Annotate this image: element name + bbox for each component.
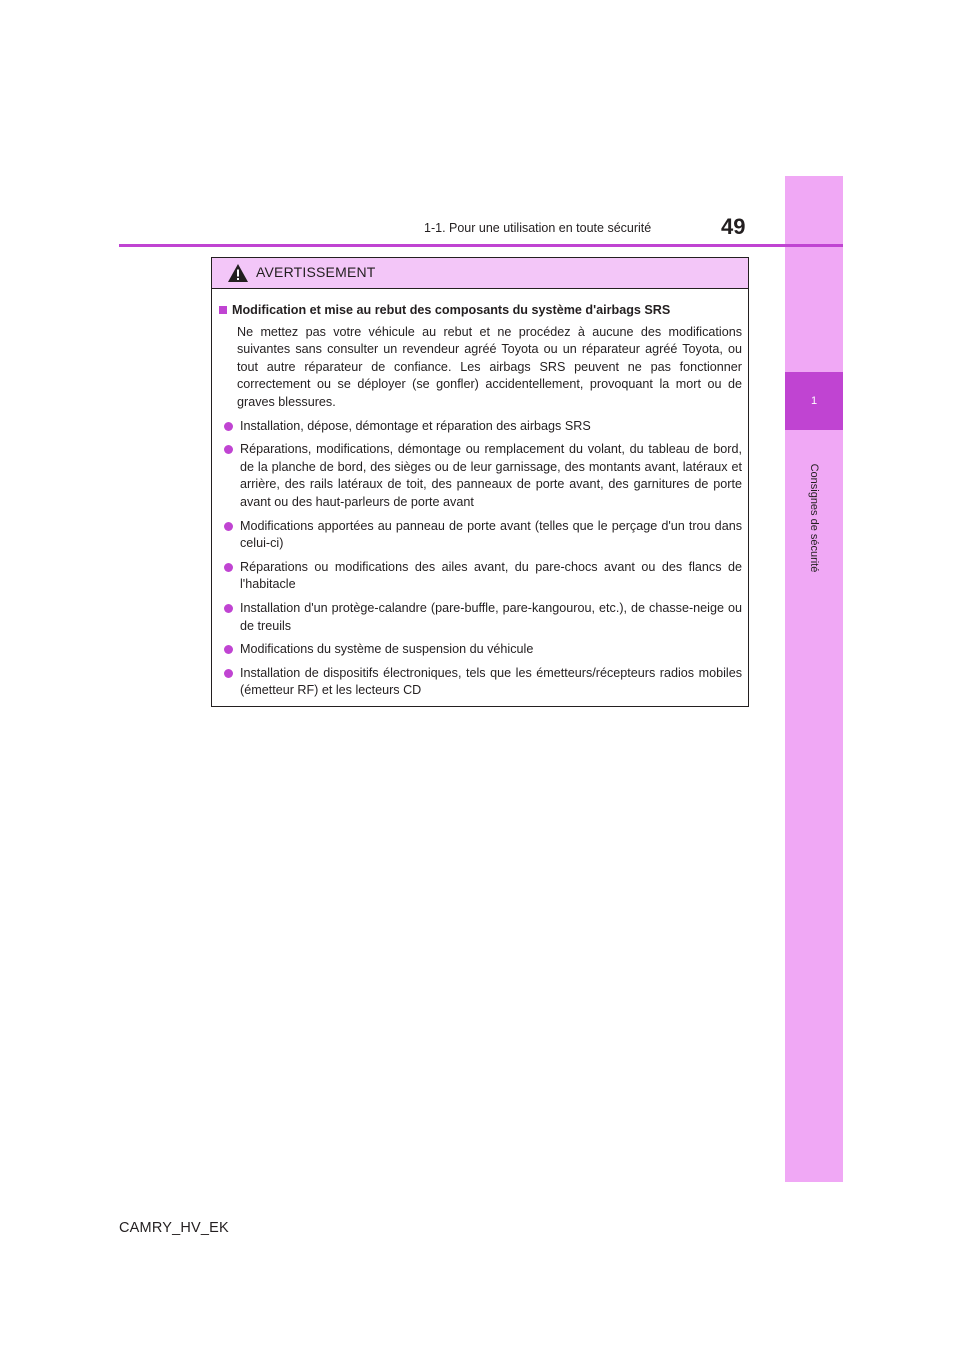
bullet-dot-icon xyxy=(224,445,233,454)
list-item-text: Modifications du système de suspension du véhicule xyxy=(240,642,534,657)
bullet-dot-icon xyxy=(224,422,233,431)
bullet-dot-icon xyxy=(224,563,233,572)
warning-subheading-text: Modification et mise au rebut des composants du système d'airbags SRS xyxy=(232,303,671,317)
warning-subheading xyxy=(218,302,742,320)
warning-header xyxy=(212,258,748,289)
warning-body xyxy=(212,289,748,700)
list-item-text: Installation, dépose, démontage et réparation des airbags SRS xyxy=(240,418,591,433)
list-item-text: Modifications apportées au panneau de porte avant (telles que le perçage d'un trou dans celui-ci) xyxy=(240,518,742,551)
list-item-text: Installation de dispositifs électroniques, tels que les émetteurs/récepteurs radios mobiles (émetteur RF) et les lecteurs CD xyxy=(240,665,742,698)
bullet-dot-icon xyxy=(224,669,233,678)
warning-box xyxy=(211,257,749,707)
list-item xyxy=(218,641,742,659)
side-tab xyxy=(785,176,843,1182)
section-title: 1-1. Pour une utilisation en toute sécurité xyxy=(424,221,652,235)
chapter-number-tab[interactable]: 1 xyxy=(785,372,843,430)
list-item-text: Réparations ou modifications des ailes avant, du pare-chocs avant ou des flancs de l'habitacle xyxy=(240,559,742,592)
bullet-dot-icon xyxy=(224,604,233,613)
list-item xyxy=(218,441,742,511)
bullet-dot-icon xyxy=(224,522,233,531)
list-item xyxy=(218,418,742,436)
warning-title: AVERTISSEMENT xyxy=(256,264,376,280)
square-bullet-icon xyxy=(219,306,227,314)
warning-intro: Ne mettez pas votre véhicule au rebut et ne procédez à aucune des modifications suivantes sans consulter un revendeur agréé Toyota ou un réparateur agréé Toyota, ou tout autre réparateur de confiance. Les airbags SRS peuvent ne pas fonctionner correctement ou se déployer (se gonfler) accidentellement, provoquant la mort ou de graves blessures. xyxy=(237,324,742,409)
list-item xyxy=(218,600,742,635)
list-item-text: Réparations, modifications, démontage ou remplacement du volant, du tableau de bord, de la planche de bord, des sièges ou de leur garnissage, des montants avant, latéraux et arrière, des rails latéraux de toit, des panneaux de porte avant, des garnitures de porte avant ou des haut-parleurs de porte avant xyxy=(240,442,742,509)
list-item xyxy=(218,518,742,553)
warning-triangle-icon xyxy=(227,263,249,283)
bullet-dot-icon xyxy=(224,645,233,654)
page-number: 49 xyxy=(721,214,746,239)
document-code: CAMRY_HV_EK xyxy=(119,1220,229,1236)
list-item-text: Installation d'un protège-calandre (pare-buffle, pare-kangourou, etc.), de chasse-neige ou de treuils xyxy=(240,600,742,633)
chapter-label: Consignes de sécurité xyxy=(808,463,820,573)
list-item xyxy=(218,559,742,594)
list-item xyxy=(218,665,742,700)
header-divider xyxy=(119,244,843,247)
